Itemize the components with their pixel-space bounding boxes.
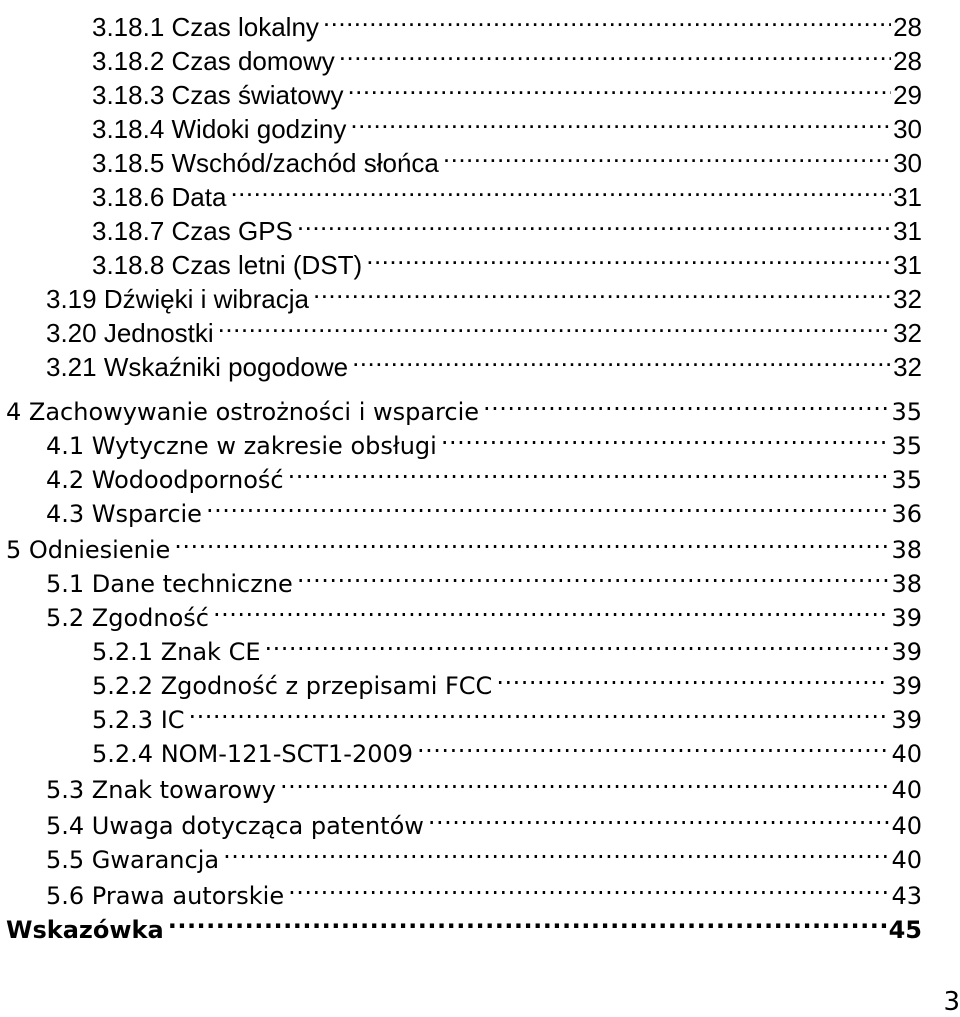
toc-dot-leader	[496, 660, 889, 694]
toc-dot-leader	[230, 172, 891, 206]
toc-entry-page: 28	[893, 46, 922, 76]
toc-entry-page: 32	[893, 318, 922, 348]
toc-entry-title: 3.18.1 Czas lokalny	[92, 12, 319, 42]
toc-dot-leader	[441, 420, 890, 454]
toc-dot-leader	[483, 386, 889, 420]
toc-entry[interactable]	[92, 172, 922, 212]
toc-entry-page: 38	[891, 570, 922, 598]
toc-entry-page: 32	[893, 284, 922, 314]
toc-entry[interactable]	[92, 36, 922, 76]
toc-entry-page: 28	[893, 12, 922, 42]
toc-entry[interactable]	[46, 488, 922, 528]
toc-dot-leader	[280, 764, 889, 798]
toc-entry[interactable]	[6, 386, 922, 426]
toc-entry-page: 40	[891, 740, 922, 768]
toc-entry[interactable]	[92, 70, 922, 110]
toc-entry[interactable]	[46, 454, 922, 494]
toc-entry-title: 3.18.3 Czas światowy	[92, 80, 344, 110]
toc-entry-title: 4 Zachowywanie ostrożności i wsparcie	[6, 398, 480, 426]
toc-entry[interactable]	[46, 342, 922, 382]
toc-entry-title: Wskazówka	[6, 916, 164, 944]
toc-entry-title: 5.3 Znak towarowy	[46, 776, 276, 804]
toc-entry-page: 45	[888, 916, 922, 944]
toc-entry-page: 36	[891, 500, 922, 528]
toc-entry-index[interactable]	[6, 904, 922, 944]
toc-entry-page: 31	[893, 182, 922, 212]
toc-entry[interactable]	[92, 660, 922, 700]
toc-dot-leader	[223, 834, 889, 868]
toc-entry[interactable]	[46, 800, 922, 840]
toc-dot-leader	[174, 524, 889, 558]
toc-dot-leader	[323, 2, 891, 36]
toc-entry[interactable]	[92, 626, 922, 666]
toc-entry[interactable]	[46, 592, 922, 632]
toc-entry-page: 31	[893, 250, 922, 280]
toc-entry-title: 5.4 Uwaga dotycząca patentów	[46, 812, 424, 840]
toc-entry-title: 5 Odniesienie	[6, 536, 171, 564]
toc-entry-page: 39	[891, 638, 922, 666]
toc-entry[interactable]	[46, 308, 922, 348]
toc-entry[interactable]	[92, 240, 922, 280]
toc-entry-title: 5.2 Zgodność	[46, 604, 209, 632]
toc-entry[interactable]	[46, 764, 922, 804]
toc-dot-leader	[366, 240, 891, 274]
toc-entry[interactable]	[46, 834, 922, 874]
toc-entry-title: 5.5 Gwarancja	[46, 846, 220, 874]
toc-entry-page: 39	[891, 706, 922, 734]
toc-entry-title: 5.1 Dane techniczne	[46, 570, 293, 598]
toc-entry-page: 30	[893, 114, 922, 144]
toc-dot-leader	[218, 308, 891, 342]
toc-entry-title: 4.1 Wytyczne w zakresie obsługi	[46, 432, 437, 460]
toc-entry[interactable]	[92, 694, 922, 734]
toc-entry-title: 3.18.6 Data	[92, 182, 227, 212]
toc-entry-title: 3.18.5 Wschód/zachód słońca	[92, 148, 439, 178]
toc-dot-leader	[417, 728, 889, 762]
toc-entry-title: 3.18.2 Czas domowy	[92, 46, 335, 76]
toc-entry-title: 4.2 Wodoodporność	[46, 466, 284, 494]
toc-entry-page: 30	[893, 148, 922, 178]
toc-dot-leader	[168, 904, 887, 938]
toc-entry-page: 32	[893, 352, 922, 382]
toc-entry[interactable]	[6, 524, 922, 564]
toc-entry-title: 5.2.2 Zgodność z przepisami FCC	[92, 672, 493, 700]
toc-entry-title: 5.6 Prawa autorskie	[46, 882, 285, 910]
toc-entry-page: 35	[891, 398, 922, 426]
toc-dot-leader	[428, 800, 890, 834]
toc-dot-leader	[352, 342, 891, 376]
toc-dot-leader	[297, 206, 891, 240]
toc-dot-leader	[288, 870, 889, 904]
toc-entry-page: 40	[891, 812, 922, 840]
toc-dot-leader	[339, 36, 891, 70]
page-number: 3	[943, 987, 960, 1017]
toc-entry[interactable]	[46, 420, 922, 460]
toc-entry-page: 40	[891, 846, 922, 874]
toc-entry[interactable]	[92, 104, 922, 144]
toc-entry-page: 43	[891, 882, 922, 910]
toc-dot-leader	[189, 694, 890, 728]
toc-entry-page: 29	[893, 80, 922, 110]
toc-dot-leader	[313, 274, 891, 308]
toc-entry-page: 31	[893, 216, 922, 246]
toc-entry[interactable]	[92, 138, 922, 178]
toc-entry-title: 3.18.7 Czas GPS	[92, 216, 293, 246]
toc-entry[interactable]	[46, 870, 922, 910]
toc-dot-leader	[297, 558, 890, 592]
toc-entry-title: 3.21 Wskaźniki pogodowe	[46, 352, 349, 382]
toc-entry-title: 3.19 Dźwięki i wibracja	[46, 284, 309, 314]
toc-dot-leader	[347, 70, 891, 104]
toc-dot-leader	[206, 488, 890, 522]
toc-entry-title: 3.18.4 Widoki godziny	[92, 114, 347, 144]
toc-entry[interactable]	[92, 2, 922, 42]
toc-entry-title: 3.20 Jednostki	[46, 318, 214, 348]
toc-dot-leader	[443, 138, 891, 172]
toc-entry-page: 35	[891, 466, 922, 494]
toc-entry-page: 38	[891, 536, 922, 564]
toc-entry-page: 39	[891, 604, 922, 632]
toc-entry[interactable]	[46, 274, 922, 314]
toc-entry[interactable]	[92, 206, 922, 246]
toc-entry-title: 3.18.8 Czas letni (DST)	[92, 250, 363, 280]
toc-entry-title: 5.2.1 Znak CE	[92, 638, 261, 666]
toc-dot-leader	[288, 454, 890, 488]
toc-entry-title: 5.2.3 IC	[92, 706, 185, 734]
toc-entry-title: 4.3 Wsparcie	[46, 500, 202, 528]
toc-entry[interactable]	[46, 558, 922, 598]
toc-entry-page: 39	[891, 672, 922, 700]
toc-entry-title: 5.2.4 NOM-121-SCT1-2009	[92, 740, 414, 768]
toc-dot-leader	[265, 626, 890, 660]
toc-entry-page: 40	[891, 776, 922, 804]
toc-entry[interactable]	[92, 728, 922, 768]
toc-entry-page: 35	[891, 432, 922, 460]
toc-dot-leader	[350, 104, 891, 138]
toc-dot-leader	[213, 592, 889, 626]
